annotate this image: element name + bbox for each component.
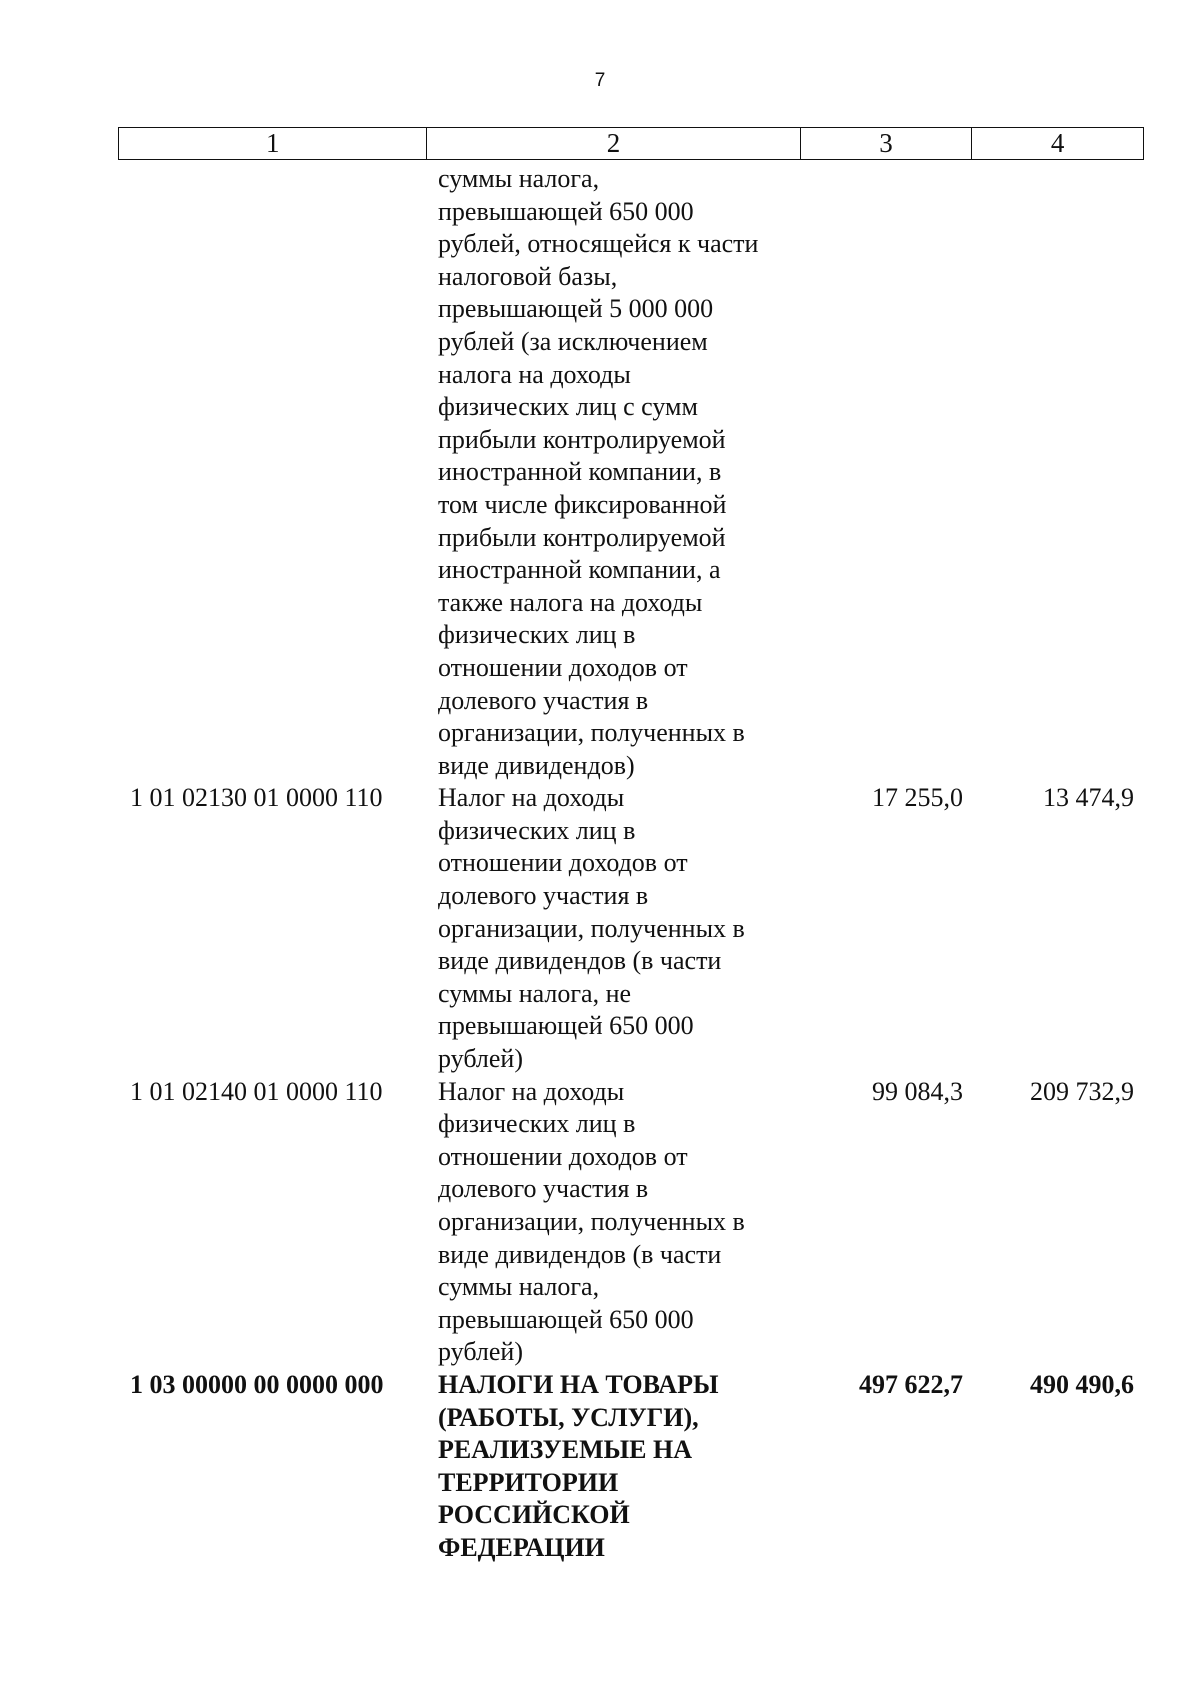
description-line: (РАБОТЫ, УСЛУГИ), bbox=[438, 1402, 699, 1432]
description-line: долевого участия в bbox=[438, 881, 649, 911]
description-line: том числе фиксированной bbox=[438, 489, 727, 519]
table-row bbox=[118, 163, 1144, 782]
amount-column-4-cell: 209 732,9 bbox=[1030, 1076, 1134, 1106]
description-cell bbox=[427, 163, 801, 782]
description-line: Налог на доходы bbox=[438, 783, 625, 813]
description-line: рублей) bbox=[438, 1337, 523, 1367]
description-line: налоговой базы, bbox=[438, 261, 618, 291]
description-line: НАЛОГИ НА ТОВАРЫ bbox=[438, 1369, 719, 1399]
column-header-1: 1 bbox=[119, 128, 427, 159]
description-line: физических лиц в bbox=[438, 815, 636, 845]
description-line: организации, полученных в bbox=[438, 913, 745, 943]
budget-code-cell bbox=[118, 163, 427, 782]
description-line: суммы налога, bbox=[438, 1272, 600, 1302]
amount-column-4-cell: 13 474,9 bbox=[1043, 783, 1134, 813]
description-cell bbox=[427, 1369, 801, 1565]
amount-column-4-cell bbox=[973, 163, 1144, 782]
description-line: долевого участия в bbox=[438, 1174, 649, 1204]
description-line: прибыли контролируемой bbox=[438, 424, 726, 454]
description-line: физических лиц в bbox=[438, 620, 636, 650]
description-line: налога на доходы bbox=[438, 359, 631, 389]
description-line: виде дивидендов) bbox=[438, 750, 635, 780]
budget-code-cell: 1 01 02140 01 0000 110 bbox=[130, 1076, 383, 1106]
budget-code-cell: 1 03 00000 00 0000 000 bbox=[130, 1369, 384, 1399]
description-line: также налога на доходы bbox=[438, 587, 703, 617]
amount-column-4-cell: 490 490,6 bbox=[1030, 1369, 1134, 1399]
amount-column-3-cell bbox=[801, 163, 973, 782]
description-line: превышающей 650 000 bbox=[438, 196, 694, 226]
description-line: рублей, относящейся к части bbox=[438, 229, 759, 259]
description-line: суммы налога, bbox=[438, 164, 600, 193]
description-line: суммы налога, не bbox=[438, 978, 632, 1008]
description-line: РОССИЙСКОЙ bbox=[438, 1500, 630, 1530]
column-header-3: 3 bbox=[801, 128, 973, 159]
description-line: долевого участия в bbox=[438, 685, 649, 715]
budget-table bbox=[118, 127, 1144, 1565]
table-header-row bbox=[118, 127, 1144, 160]
description-line: рублей (за исключением bbox=[438, 326, 708, 356]
description-line: ФЕДЕРАЦИИ bbox=[438, 1532, 605, 1562]
amount-column-3-cell: 497 622,7 bbox=[859, 1369, 963, 1399]
description-line: ТЕРРИТОРИИ bbox=[438, 1467, 619, 1497]
description-line: виде дивидендов (в части bbox=[438, 946, 722, 976]
description-cell bbox=[427, 1076, 801, 1369]
description-line: физических лиц в bbox=[438, 1109, 636, 1139]
column-header-2: 2 bbox=[427, 128, 800, 159]
description-line: отношении доходов от bbox=[438, 848, 688, 878]
amount-column-3-cell: 17 255,0 bbox=[872, 783, 963, 813]
description-line: превышающей 650 000 bbox=[438, 1011, 694, 1041]
description-line: организации, полученных в bbox=[438, 718, 745, 748]
amount-column-3-cell: 99 084,3 bbox=[872, 1076, 963, 1106]
description-line: отношении доходов от bbox=[438, 652, 688, 682]
table-body bbox=[118, 163, 1144, 1565]
description-line: прибыли контролируемой bbox=[438, 522, 726, 552]
description-line: рублей) bbox=[438, 1044, 523, 1074]
description-line: виде дивидендов (в части bbox=[438, 1239, 722, 1269]
description-line: организации, полученных в bbox=[438, 1207, 745, 1236]
description-line: отношении доходов от bbox=[438, 1141, 688, 1171]
column-header-4: 4 bbox=[1050, 128, 1065, 158]
description-line: Налог на доходы bbox=[438, 1076, 625, 1106]
table-row bbox=[118, 1369, 1144, 1565]
description-line: превышающей 5 000 000 bbox=[438, 294, 714, 324]
page-number: 7 bbox=[594, 70, 606, 91]
description-line: превышающей 650 000 bbox=[438, 1304, 694, 1334]
table-row bbox=[118, 782, 1144, 1075]
description-cell bbox=[427, 782, 801, 1075]
description-line: иностранной компании, а bbox=[438, 555, 721, 585]
budget-code-cell: 1 01 02130 01 0000 110 bbox=[130, 783, 383, 813]
description-line: иностранной компании, в bbox=[438, 457, 722, 487]
table-row bbox=[118, 1076, 1144, 1369]
description-line: физических лиц с сумм bbox=[438, 392, 698, 422]
description-line: РЕАЛИЗУЕМЫЕ НА bbox=[438, 1435, 693, 1465]
